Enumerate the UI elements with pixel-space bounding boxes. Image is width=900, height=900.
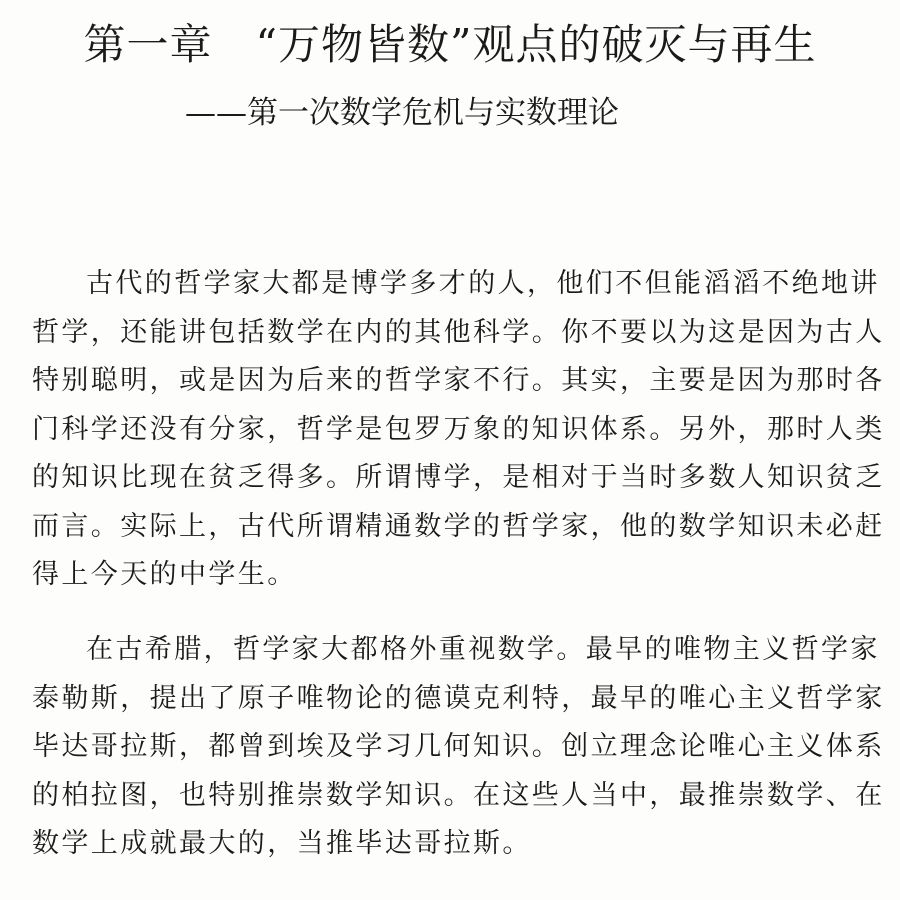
text-line: 而言。实际上，古代所谓精通数学的哲学家，他的数学知识未必赶 [32, 510, 885, 542]
text-line: 泰勒斯，提出了原子唯物论的德谟克利特，最早的唯心主义哲学家 [32, 682, 885, 714]
text-line: 在古希腊，哲学家大都格外重视数学。最早的唯物主义哲学家 [86, 634, 880, 665]
text-line: 门科学还没有分家，哲学是包罗万象的知识体系。另外，那时人类 [32, 413, 885, 445]
text-line: 的知识比现在贫乏得多。所谓博学，是相对于当时多数人知识贫乏 [32, 462, 885, 493]
text-line: 得上今天的中学生。 [32, 559, 297, 590]
chapter-title: 第一章 “万物皆数”观点的破灭与再生 [83, 20, 817, 69]
text-line: 的柏拉图，也特别推崇数学知识。在这些人当中，最推崇数学、在 [32, 779, 885, 811]
text-line: 特别聪明，或是因为后来的哲学家不行。其实，主要是因为那时各 [32, 365, 885, 396]
paragraph-2 [32, 626, 885, 869]
text-line: 数学上成就最大的，当推毕达哥拉斯。 [32, 828, 532, 859]
text-line: 古代的哲学家大都是博学多才的人，他们不但能滔滔不绝地讲 [86, 268, 880, 299]
text-line: 哲学，还能讲包括数学在内的其他科学。你不要以为这是因为古人 [32, 316, 885, 348]
chapter-subtitle: ——第一次数学危机与实数理论 [185, 95, 619, 131]
text-line: 毕达哥拉斯，都曾到埃及学习几何知识。创立理念论唯心主义体系 [32, 731, 885, 762]
paragraph-1 [32, 260, 885, 600]
